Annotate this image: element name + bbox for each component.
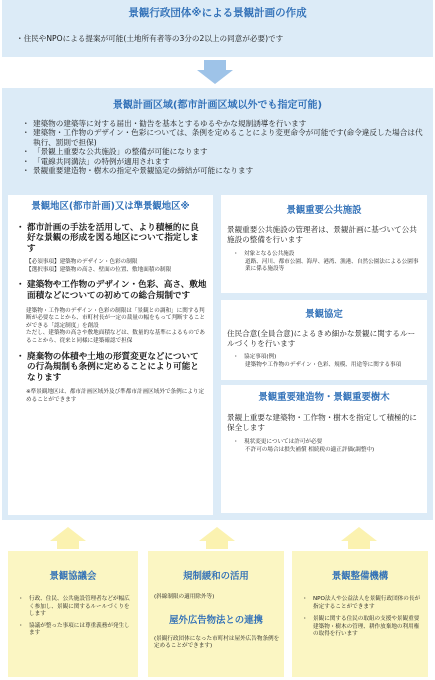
org-title: 景観整備機構: [331, 571, 389, 582]
arrow-up-stem: [348, 541, 370, 549]
plan-area-list: [2, 111, 433, 175]
arrow-up-icon: [341, 527, 377, 541]
district-footnote: ※準景観地区は、都市計画区域外及び準都市計画区域外で条例により定めることができます: [26, 389, 205, 403]
relax-box: [148, 551, 284, 677]
council-box: [8, 551, 138, 677]
important-structure-body: 景観上重要な建築物・工作物・樹木を指定して積極的に保全します: [227, 413, 417, 432]
district-section-1: ・ 都市計画の手法を活用して、より積極的に良好な景観の形成を図る地区について指定します: [18, 223, 207, 255]
plan-area-item: ・ 「景観上重要な公共施設」の整備が可能になります: [24, 147, 425, 156]
plan-area-item: ・ 「電線共同溝法」の特例が適用されます: [24, 157, 425, 166]
planning-creation-title: 景観行政団体※による景観計画の作成: [128, 7, 307, 19]
org-item: ・ 景観に関する住民の取組の支援や景観重要建築物・樹木の管理、耕作放棄地の利用権の取得を行います: [304, 616, 424, 639]
district-box: [8, 195, 213, 515]
arrow-down-icon: [197, 70, 233, 84]
council-item: ・ 行政、住民、公共施設管理者などが幅広く参加し、景観に関するルールづくりをします: [20, 596, 134, 619]
council-title: 景観協議会: [49, 571, 97, 582]
district-section-2: ・ 建築物や工作物のデザイン・色彩、高さ、敷地面積などについての初めての総合規制です: [18, 280, 207, 301]
outdoor-ad-note: (景観行政団体になった市町村は屋外広告物条例を定めることができます): [154, 635, 280, 650]
org-box: [292, 551, 428, 677]
arrow-down-stem: [204, 60, 226, 70]
important-structure-sub-2: 不許可の場合は損失補償 相続税の適正評価(調整中): [245, 446, 375, 453]
district-para-2: 建築物・工作物のデザイン・色彩の制限は「景観との調和」に関する判断が必要なことから、市町村長が一定の裁量の幅をもって判断することができる「認定制度」を創設 ただし、建築物の高さや敷地面積などは、数量的な基準によるものであることから、従来と同様に建築確認で担保: [26, 307, 206, 345]
council-item: ・ 協議が整った事項には尊重義務が発生します: [20, 623, 134, 638]
planning-creation-box: [2, 0, 433, 57]
district-section-3: ・ 廃棄物の体積や土地の形質変更などについての行為規制も条例に定めることにより可能となります: [18, 352, 207, 384]
agreement-sub-body: 建築物や工作物のデザイン・色彩、規模、用途等に関する事項: [245, 361, 402, 368]
district-title: 景観地区(都市計画)又は準景観地区※: [31, 201, 190, 212]
arrow-up-icon: [199, 527, 235, 541]
relax-note: (斜線制限の適用除外等): [154, 594, 215, 600]
org-item: ・ NPO法人や公益法人を景観行政団体の長が指定することができます: [304, 596, 424, 611]
arrow-up-stem: [206, 541, 228, 549]
arrow-up-stem: [57, 541, 79, 549]
plan-area-item: ・ 建築物の建築等に対する届出・勧告を基本とするゆるやかな規制誘導を行います: [24, 119, 425, 128]
agreement-sub-head: ・ 協定事項(例): [235, 354, 421, 362]
district-notes-1: 【必須事項】建築物のデザイン・色彩の制限 【選択事項】建築物の高さ、壁面の位置、敷地面積の制限: [26, 259, 172, 273]
important-structure-box: [221, 385, 427, 513]
plan-area-title: 景観計画区域(都市計画区域以外でも指定可能): [112, 100, 323, 111]
important-structure-sub-1: ・ 現状変更については許可が必要: [235, 439, 421, 447]
public-facility-title: 景観重要公共施設: [286, 205, 362, 216]
outdoor-ad-title: 屋外広告物法との連携: [169, 614, 263, 626]
public-facility-sub-head: ・ 対象となる公共施設: [235, 251, 421, 259]
district-content: [8, 213, 213, 405]
agreement-body: 住民合意(全員合意)によるきめ細かな景観に関するルールづくりを行います: [227, 329, 416, 348]
important-structure-title: 景観重要建造物・景観重要樹木: [258, 392, 390, 403]
public-facility-body: 景観重要公共施設の管理者は、景観計画に基づいて公共施設の整備を行います: [227, 225, 417, 244]
public-facility-sub-body: 道路、河川、都市公園、海岸、港湾、漁港、自然公園法による公園事業に係る施設等: [245, 258, 419, 273]
agreement-title: 景観協定: [305, 309, 343, 320]
relax-title: 規制緩和の活用: [183, 571, 249, 582]
plan-area-item: ・ 建築物・工作物のデザイン・色彩については、条例を定めることにより変更命令が可能です(命令違反した場合は代執行、罰則で担保): [24, 128, 425, 147]
agreement-box: [221, 300, 427, 380]
plan-area-item: ・ 景観重要建造物・樹木の指定や景観協定の締結が可能になります: [24, 166, 425, 175]
public-facility-box: [221, 195, 427, 293]
planning-creation-bullet: ・住民やNPOによる提案が可能(土地所有者等の3分の2以上の同意が必要)です: [16, 34, 284, 43]
arrow-up-icon: [50, 527, 86, 541]
